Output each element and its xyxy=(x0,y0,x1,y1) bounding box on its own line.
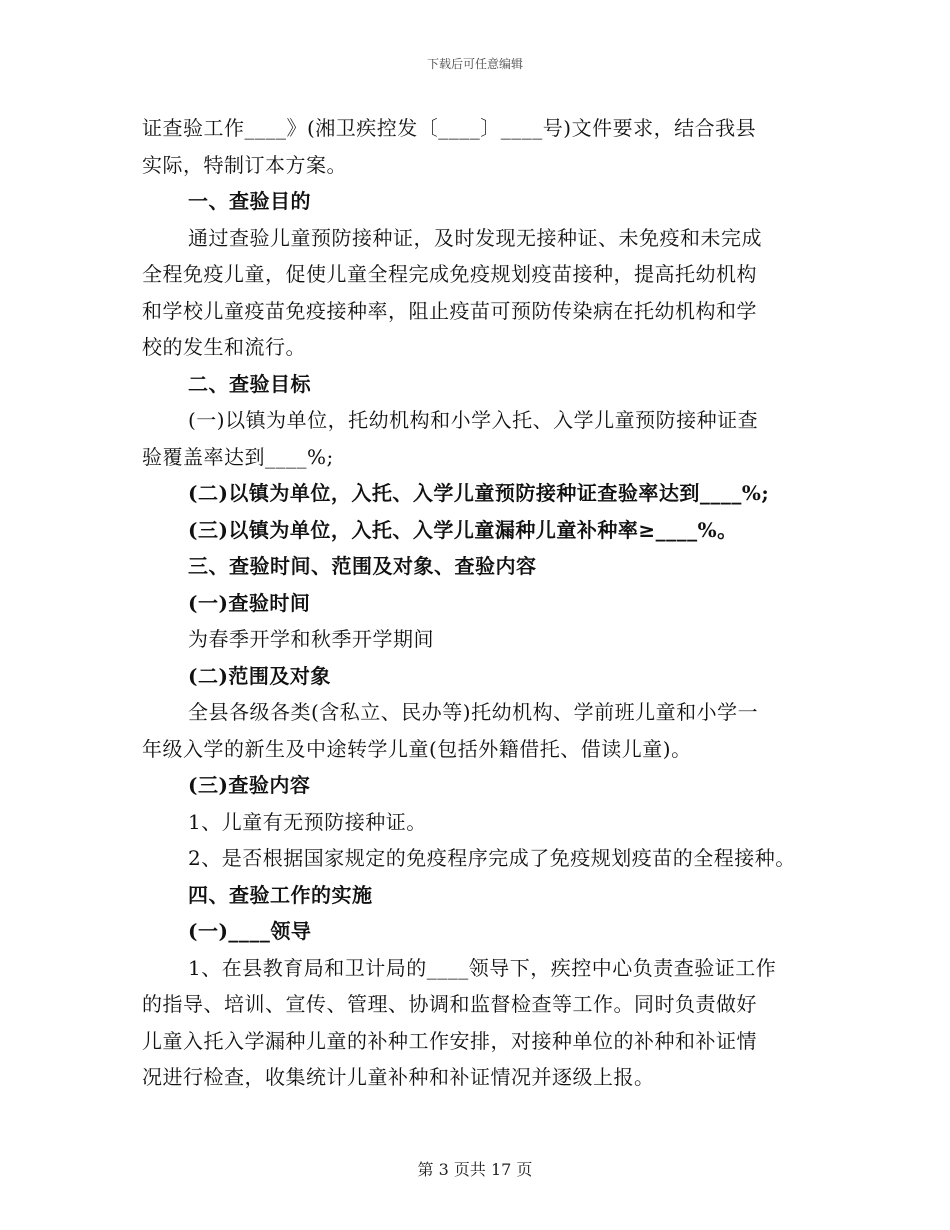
body-line-bold: (三)以镇为单位，入托、入学儿童漏种儿童补种率≥____%。 xyxy=(188,517,738,542)
subsection-heading: (一)查验时间 xyxy=(188,590,311,615)
body-line: 证查验工作____》(湘卫疾控发〔____〕____号)文件要求，结合我县 xyxy=(142,116,757,140)
subsection-heading: (二)范围及对象 xyxy=(188,663,331,688)
body-line: 和学校儿童疫苗免疫接种率，阻止疫苗可预防传染病在托幼机构和学 xyxy=(142,298,757,323)
body-line: 年级入学的新生及中途转学儿童(包括外籍借托、借读儿童)。 xyxy=(142,736,692,761)
body-line-bold: (二)以镇为单位，入托、入学儿童预防接种证查验率达到____%; xyxy=(188,481,770,505)
body-line: 2、是否根据国家规定的免疫程序完成了免疫规划疫苗的全程接种。 xyxy=(188,846,796,870)
body-line: 为春季开学和秋季开学期间 xyxy=(188,627,434,651)
body-line: 况进行检查，收集统计儿童补种和补证情况并逐级上报。 xyxy=(142,1065,655,1089)
document-body xyxy=(142,110,842,1096)
section-heading-1: 一、查验目的 xyxy=(188,189,311,213)
body-line: 1、在县教育局和卫计局的____领导下，疾控中心负责查验证工作 xyxy=(188,955,777,980)
section-heading-2: 二、查验目标 xyxy=(188,371,311,396)
body-line: 验覆盖率达到____%; xyxy=(142,444,334,469)
body-line: 1、儿童有无预防接种证。 xyxy=(188,809,427,834)
section-heading-3: 三、查验时间、范围及对象、查验内容 xyxy=(188,554,537,578)
body-line: 校的发生和流行。 xyxy=(142,335,306,359)
body-line: 全程免疫儿童，促使儿童全程完成免疫规划疫苗接种，提高托幼机构 xyxy=(142,262,757,286)
body-line: 通过查验儿童预防接种证，及时发现无接种证、未免疫和未完成 xyxy=(188,225,762,250)
body-line: 全县各级各类(含私立、民办等)托幼机构、学前班儿童和小学一 xyxy=(188,700,759,724)
body-line: (一)以镇为单位，托幼机构和小学入托、入学儿童预防接种证查 xyxy=(188,408,759,432)
section-heading-4: 四、查验工作的实施 xyxy=(188,882,373,907)
subsection-heading: (三)查验内容 xyxy=(188,773,311,797)
body-line: 实际，特制订本方案。 xyxy=(142,152,347,177)
body-line: 的指导、培训、宣传、管理、协调和监督检查等工作。同时负责做好 xyxy=(142,992,757,1016)
subsection-heading: (一)____领导 xyxy=(188,919,312,943)
body-line: 儿童入托入学漏种儿童的补种工作安排，对接种单位的补种和补证情 xyxy=(142,1028,757,1053)
header-note: 下载后可任意编辑 xyxy=(426,57,523,71)
page-number: 第 3 页共 17 页 xyxy=(417,1160,533,1179)
